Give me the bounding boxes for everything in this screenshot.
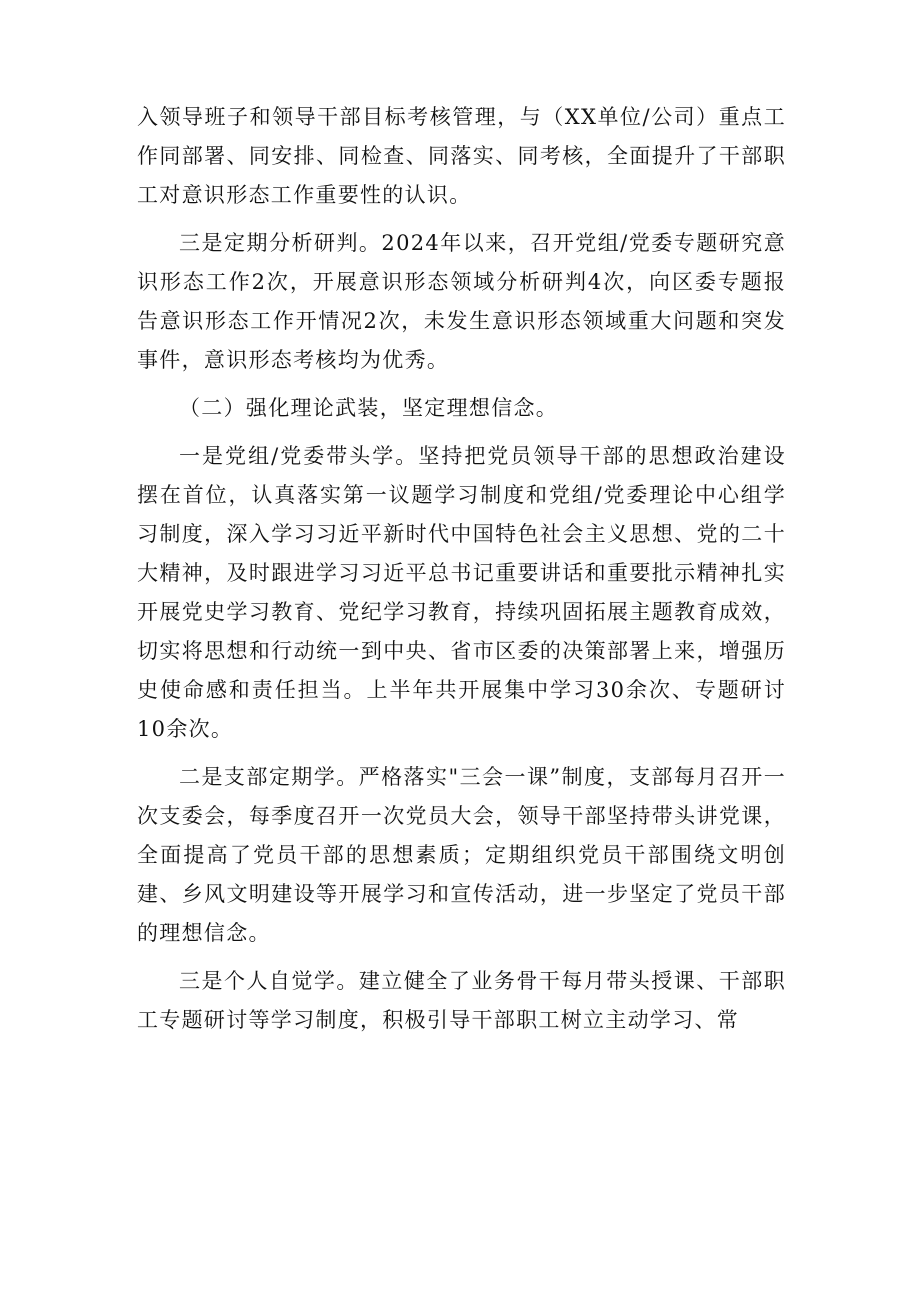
paragraph-1-continuation: 入领导班子和领导干部目标考核管理，与（XX单位/公司）重点工作同部署、同安排、同检查、同落实、同考核，全面提升了干部职工对意识形态工作重要性的认识。 (137, 105, 786, 207)
paragraph-branch-study: 二是支部定期学。严格落实"三会一课”制度，支部每月召开一次支委会，每季度召开一次党员大会，领导干部坚持带头讲党课，全面提高了党员干部的思想素质；定期组织党员干部围绕文明创建、乡风文明建设等开展学习和宣传活动，进一步坚定了党员干部的理想信念。 (137, 765, 786, 945)
paragraph-party-committee-study: 一是党组/党委带头学。坚持把党员领导干部的思想政治建设摆在首位，认真落实第一议题学习制度和党组/党委理论中心组学习制度，深入学习习近平新时代中国特色社会主义思想、党的二十大精神，及时跟进学习习近平总书记重要讲话和重要批示精神扎实开展党史学习教育、党纪学习教育，持续巩固拓展主题教育成效，切实将思想和行动统一到中央、省市区委的决策部署上来，增强历史使命感和责任担当。上半年共开展集中学习30余次、专题研讨10余次。 (137, 444, 786, 741)
paragraph-self-study: 三是个人自觉学。建立健全了业务骨干每月带头授课、干部职工专题研讨等学习制度，积极引导干部职工树立主动学习、常 (137, 969, 786, 1032)
section-heading-theory: （二）强化理论武装，坚定理想信念。 (179, 396, 559, 420)
paragraph-regular-analysis: 三是定期分析研判。2024年以来，召开党组/党委专题研究意识形态工作2次，开展意识形态领域分析研判4次，向区委专题报告意识形态工作开情况2次，未发生意识形态领域重大问题和突发事件，意识形态考核均为优秀。 (137, 231, 786, 372)
